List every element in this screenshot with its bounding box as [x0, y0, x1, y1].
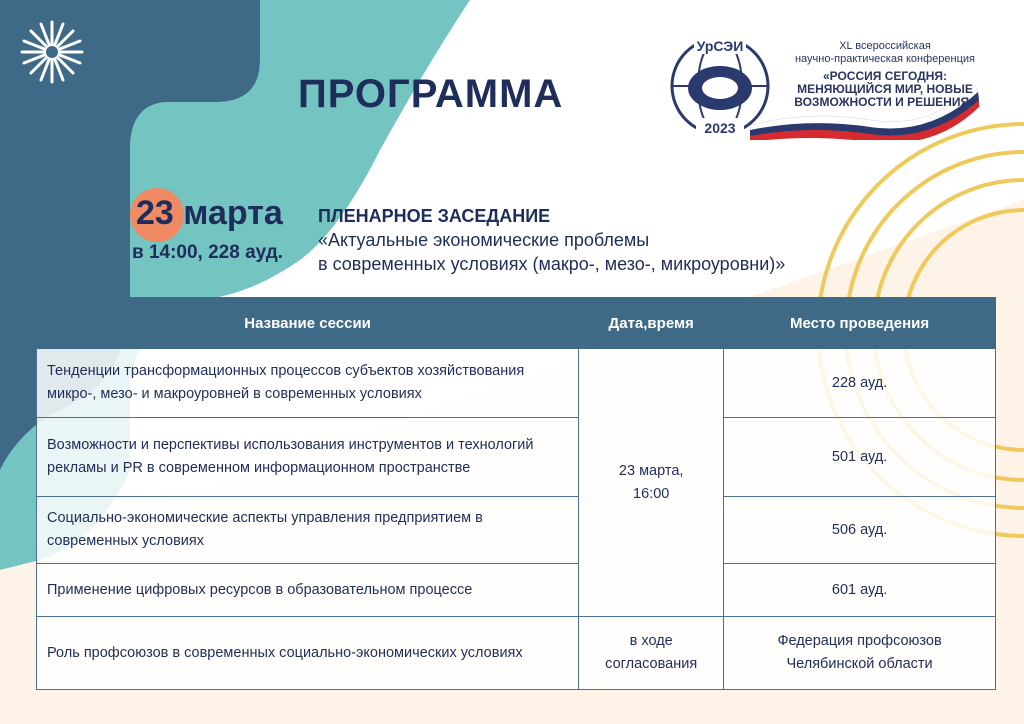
plenary-session — [318, 204, 785, 276]
session-name: Социально-экономические аспекты управления предприятием в современных условиях — [37, 497, 579, 564]
session-name: Возможности и перспективы использования инструментов и технологий рекламы и PR в современном информационном пространстве — [37, 418, 579, 497]
table-row — [37, 497, 996, 564]
table-row — [37, 617, 996, 690]
session-place: 506 ауд. — [724, 497, 996, 564]
plenary-topic-line1: «Актуальные экономические проблемы — [318, 230, 650, 250]
header-place: Место проведения — [724, 298, 996, 349]
plenary-topic-line2: в современных условиях (макро-, мезо-, микроуровни)» — [318, 254, 786, 274]
starburst-icon — [20, 20, 84, 84]
date-month: марта — [183, 194, 283, 232]
header-datetime: Дата,время — [579, 298, 724, 349]
ursei-logo — [668, 30, 772, 138]
session-name: Применение цифровых ресурсов в образовательном процессе — [37, 564, 579, 617]
conference-name: «РОССИЯ СЕГОДНЯ: МЕНЯЮЩИЙСЯ МИР, НОВЫЕ ВОЗМОЖНОСТИ И РЕШЕНИЯ» — [794, 69, 976, 109]
session-place: 501 ауд. — [724, 418, 996, 497]
table-row — [37, 564, 996, 617]
plenary-heading: ПЛЕНАРНОЕ ЗАСЕДАНИЕ — [318, 206, 551, 226]
table-header-row — [37, 298, 996, 349]
conference-subtitle-line1: XL всероссийская — [839, 40, 931, 52]
sessions-table — [36, 297, 996, 690]
table-row — [37, 418, 996, 497]
session-place: 228 ауд. — [724, 349, 996, 418]
svg-text:УрСЭИ: УрСЭИ — [696, 38, 744, 54]
session-datetime: 23 марта, 16:00 — [579, 349, 724, 617]
svg-text:2023: 2023 — [704, 120, 736, 136]
session-name: Тенденции трансформационных процессов субъектов хозяйствования микро-, мезо- и макроуровней в современных условиях — [37, 349, 579, 418]
conference-info — [790, 40, 980, 109]
event-time-place: в 14:00, 228 ауд. — [132, 242, 284, 263]
conference-subtitle-line2: научно-практическая конференция — [794, 53, 975, 65]
session-datetime: в ходе согласования — [579, 617, 724, 690]
table-row — [37, 349, 996, 418]
session-name: Роль профсоюзов в современных социально-экономических условиях — [37, 617, 579, 690]
session-place: 601 ауд. — [724, 564, 996, 617]
header-session-name: Название сессии — [37, 298, 579, 349]
date-day: 23 — [136, 194, 174, 232]
session-place: Федерация профсоюзов Челябинской области — [724, 617, 996, 690]
page-title: ПРОГРАММА — [298, 72, 564, 116]
